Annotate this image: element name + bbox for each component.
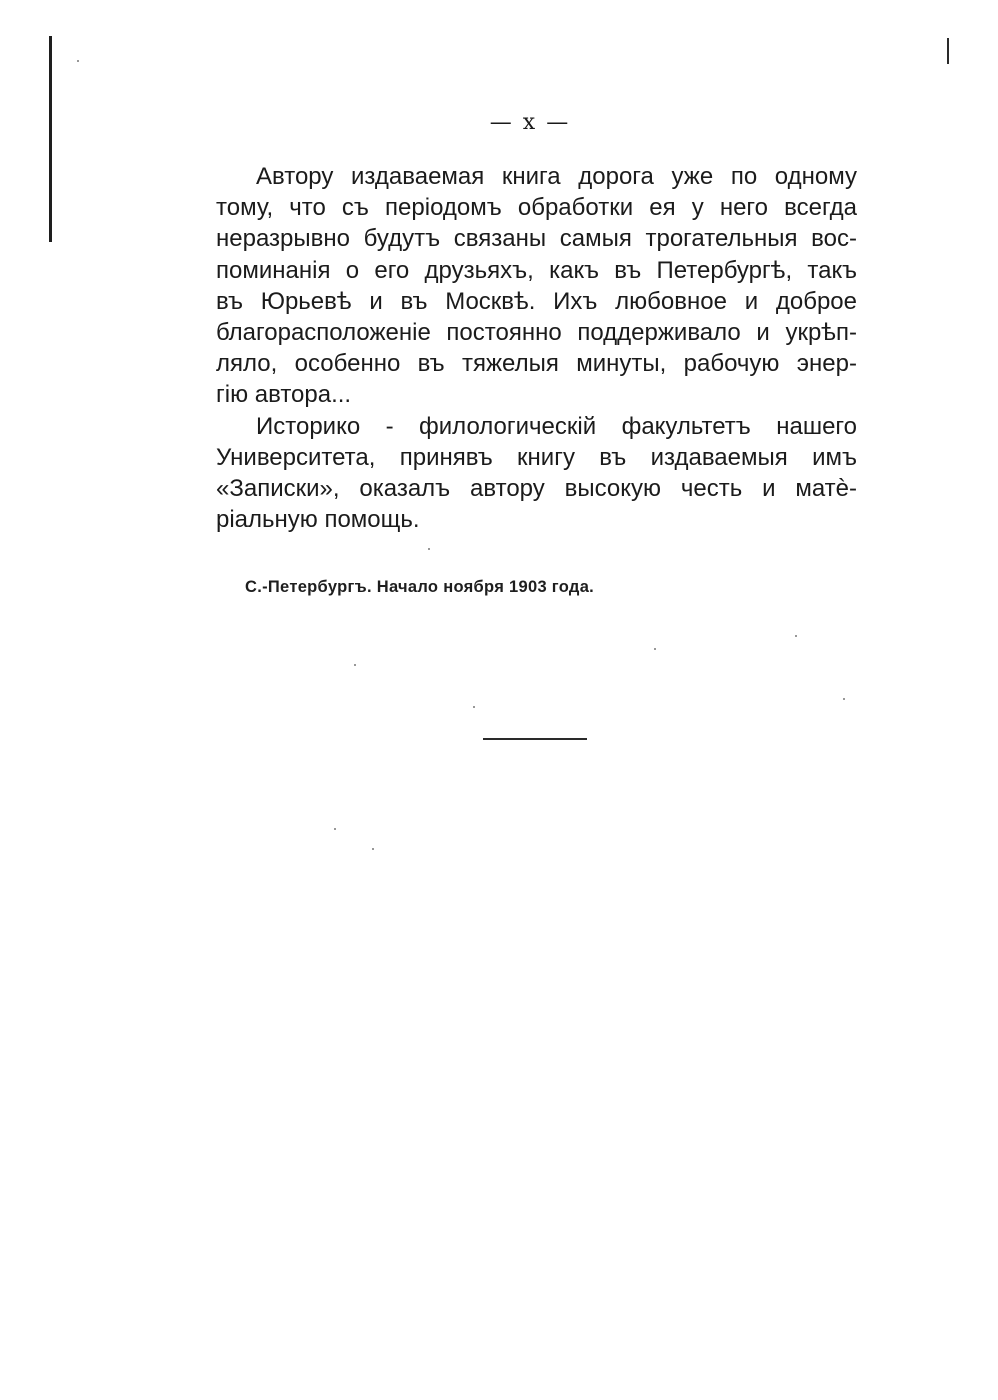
scan-speck [473, 706, 475, 708]
text-line: въ Юрьевѣ и въ Москвѣ. Ихъ любовное и доброе [216, 287, 857, 315]
text-line: гію автора... [216, 381, 352, 409]
text-line: благорасположеніе постоянно поддерживало и укрѣп- [216, 318, 857, 346]
scan-speck [354, 664, 356, 666]
text-line: ріальную помощь. [216, 506, 420, 534]
text-line: тому, что съ періодомъ обработки ея у него всегда [216, 194, 857, 222]
scan-speck [372, 848, 374, 850]
place-date-signature: С.-Петербургъ. Начало ноября 1903 года. [245, 578, 595, 596]
page-edge-shadow-right [947, 38, 949, 64]
page-number: — x — [489, 110, 571, 135]
text-line: ляло, особенно въ тяжелыя минуты, рабочую энер- [216, 350, 857, 378]
scan-speck [795, 635, 797, 637]
scan-speck [428, 548, 430, 550]
text-line: «Записки», оказалъ автору высокую честь и матѐ- [216, 474, 857, 502]
scan-speck [654, 648, 656, 650]
text-line: Автору издаваемая книга дорога уже по одному [256, 163, 857, 190]
scan-speck [843, 698, 845, 700]
body-text [216, 161, 857, 535]
page-edge-shadow-left [49, 36, 52, 242]
scan-speck [334, 828, 336, 830]
text-line: поминанія о его друзьяхъ, какъ въ Петербургѣ, такъ [216, 256, 857, 284]
text-line: Историко - филологическій факультетъ нашего [256, 412, 857, 440]
text-line: неразрывно будутъ связаны самыя трогательныя вос- [216, 225, 857, 253]
text-line: Университета, принявъ книгу въ издаваемыя имъ [216, 443, 857, 471]
scan-speck [77, 60, 79, 62]
closing-rule [483, 738, 587, 740]
